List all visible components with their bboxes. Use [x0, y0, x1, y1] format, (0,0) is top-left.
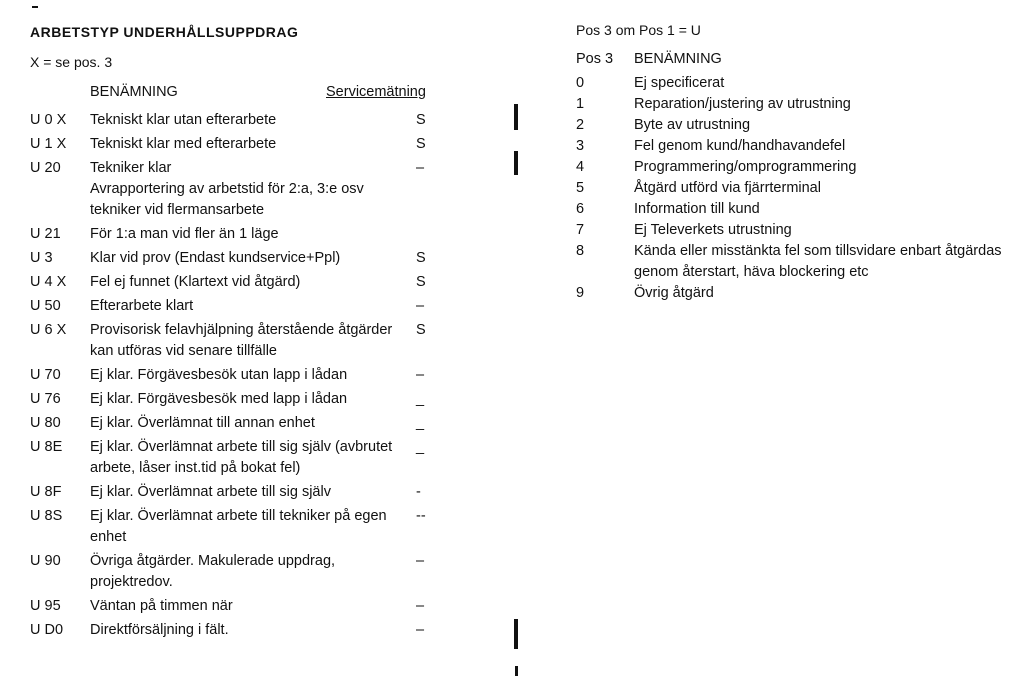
table-row: [30, 482, 500, 503]
row-description: Ej klar. Överlämnat till annan enhet: [90, 415, 315, 431]
pos-description: Övrig åtgärd: [634, 285, 714, 301]
row-description: Tekniker klar Avrapportering av arbetstid för 2:a, 3:e osv tekniker vid flermansarbete: [90, 160, 364, 218]
pos-description: Åtgärd utförd via fjärrterminal: [634, 180, 821, 196]
row-description: Fel ej funnet (Klartext vid åtgärd): [90, 274, 301, 290]
row-description: Ej klar. Överlämnat arbete till sig själv: [90, 484, 331, 500]
pos-description: Ej specificerat: [634, 75, 725, 91]
pos-value: 3: [576, 138, 585, 154]
row-service: [416, 224, 446, 245]
row-service: –: [416, 367, 425, 383]
row-service: S: [416, 136, 426, 152]
pos-description: Kända eller misstänkta fel som tillsvidare enbart åtgärdas genom återstart, häva blockering etc: [634, 243, 1002, 280]
table-row: [30, 551, 500, 593]
row-service: S: [416, 274, 426, 290]
row-code: U 76: [30, 391, 61, 407]
table-row: [30, 389, 500, 410]
row-code: U 80: [30, 415, 61, 431]
row-description: Ej klar. Överlämnat arbete till sig själv (avbrutet arbete, låser inst.tid på bokat fel): [90, 439, 393, 476]
table-row: [30, 413, 500, 434]
scan-mark: [514, 619, 518, 649]
row-service: –: [416, 160, 425, 176]
row-description: Klar vid prov (Endast kundservice+Ppl): [90, 250, 341, 266]
pos-value: 5: [576, 180, 585, 196]
row-code: U 1 X: [30, 136, 67, 152]
table-row: [30, 134, 500, 155]
row-service: S: [416, 250, 426, 266]
row-description: Väntan på timmen när: [90, 598, 233, 614]
row-code: U 6 X: [30, 322, 67, 338]
right-title: Pos 3 om Pos 1 = U: [576, 22, 701, 38]
pos-value: 7: [576, 222, 585, 238]
row-service: –: [416, 622, 425, 638]
row-code: U 8E: [30, 439, 63, 455]
pos-description: Programmering/omprogrammering: [634, 159, 857, 175]
table-row: [30, 272, 500, 293]
row-service: S: [416, 112, 426, 128]
row-code: U 8S: [30, 508, 63, 524]
list-item: [576, 115, 1006, 136]
row-code: U 3: [30, 250, 53, 266]
pos-value: 2: [576, 117, 585, 133]
header-benamning: BENÄMNING: [90, 84, 178, 100]
list-item: [576, 283, 1006, 304]
table-row: [30, 110, 500, 131]
pos-value: 8: [576, 243, 585, 259]
x-note: X = se pos. 3: [30, 54, 113, 70]
scan-mark: [514, 104, 518, 130]
right-column: [576, 20, 1006, 304]
table-row: [30, 296, 500, 317]
table-row: [30, 320, 500, 362]
list-item: [576, 157, 1006, 178]
scan-mark: [515, 666, 518, 676]
header-servicematning: Servicemätning: [326, 84, 426, 100]
left-column: [30, 20, 500, 644]
pos-description: Fel genom kund/handhavandefel: [634, 138, 846, 154]
row-service: –: [416, 598, 425, 614]
table-row: [30, 596, 500, 617]
table-row: [30, 158, 500, 221]
pos-description: Ej Televerkets utrustning: [634, 222, 792, 238]
row-service: _: [416, 415, 425, 431]
row-code: U 4 X: [30, 274, 67, 290]
header-benamning-right: BENÄMNING: [634, 51, 722, 67]
list-item: [576, 136, 1006, 157]
pos-value: 6: [576, 201, 585, 217]
row-code: U D0: [30, 622, 64, 638]
row-description: Efterarbete klart: [90, 298, 194, 314]
pos-description: Byte av utrustning: [634, 117, 751, 133]
row-service: _: [416, 439, 425, 455]
table-row: [30, 365, 500, 386]
table-row: [30, 620, 500, 641]
row-code: U 90: [30, 553, 61, 569]
table-row: [30, 224, 500, 245]
header-pos3: Pos 3: [576, 51, 614, 67]
row-code: U 21: [30, 226, 61, 242]
right-table-header: [576, 51, 1006, 67]
list-item: [576, 73, 1006, 94]
row-code: U 0 X: [30, 112, 67, 128]
row-service: S: [416, 322, 426, 338]
table-row: [30, 506, 500, 548]
row-service: --: [416, 508, 426, 524]
scan-mark: [514, 151, 518, 175]
row-service: _: [416, 391, 425, 407]
table-row: [30, 248, 500, 269]
list-item: [576, 94, 1006, 115]
right-table-body: [576, 73, 1006, 304]
row-description: Ej klar. Förgävesbesök utan lapp i lådan: [90, 367, 348, 383]
pos-value: 0: [576, 75, 585, 91]
row-code: U 95: [30, 598, 61, 614]
left-table-body: [30, 110, 500, 641]
pos-value: 9: [576, 285, 585, 301]
page-title: ARBETSTYP UNDERHÅLLSUPPDRAG: [30, 24, 299, 40]
list-item: [576, 220, 1006, 241]
pos-value: 1: [576, 96, 585, 112]
row-description: Tekniskt klar utan efterarbete: [90, 112, 277, 128]
row-description: Provisorisk felavhjälpning återstående åtgärder kan utföras vid senare tillfälle: [90, 322, 393, 359]
row-service: –: [416, 298, 425, 314]
row-description: Direktförsäljning i fält.: [90, 622, 229, 638]
table-row: [30, 437, 500, 479]
list-item: [576, 178, 1006, 199]
pos-description: Information till kund: [634, 201, 760, 217]
row-description: Ej klar. Förgävesbesök med lapp i lådan: [90, 391, 348, 407]
scan-mark: [32, 6, 38, 8]
row-service: –: [416, 553, 425, 569]
row-code: U 20: [30, 160, 61, 176]
row-description: Tekniskt klar med efterarbete: [90, 136, 277, 152]
row-code: U 50: [30, 298, 61, 314]
row-code: U 70: [30, 367, 61, 383]
pos-value: 4: [576, 159, 585, 175]
list-item: [576, 199, 1006, 220]
row-description: Övriga åtgärder. Makulerade uppdrag, projektredov.: [90, 553, 336, 590]
row-description: Ej klar. Överlämnat arbete till tekniker på egen enhet: [90, 508, 387, 545]
row-code: U 8F: [30, 484, 62, 500]
row-description: För 1:a man vid fler än 1 läge: [90, 226, 279, 242]
left-table-header: [30, 84, 500, 106]
list-item: [576, 241, 1006, 283]
row-service: -: [416, 484, 421, 500]
pos-description: Reparation/justering av utrustning: [634, 96, 851, 112]
